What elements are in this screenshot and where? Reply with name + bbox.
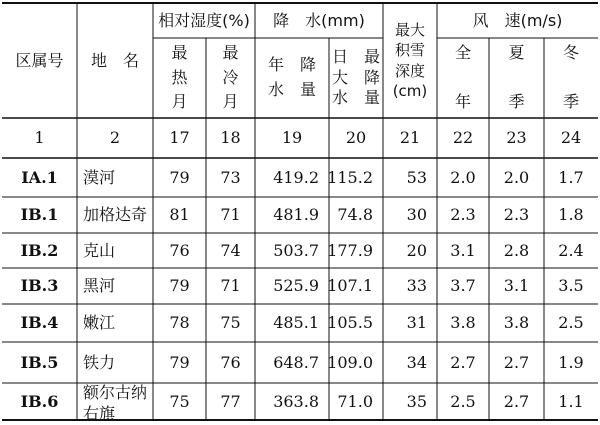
humidity-hottest-cell: 78	[169, 313, 190, 333]
header-precip-daily-line: 水 量	[331, 88, 380, 108]
wind-annual-cell: 2.5	[450, 391, 476, 411]
snow-depth-cell: 33	[406, 276, 427, 296]
header-wind-annual	[437, 38, 489, 118]
header-precip-annual	[255, 38, 329, 118]
daily-max-precip-cell: 74.8	[337, 205, 373, 225]
annual-precip-cell: 525.9	[273, 276, 319, 296]
humidity-coldest-cell: 75	[220, 313, 241, 333]
header-humidity-coldest-line: 冷	[222, 67, 239, 87]
header-place-name: 地 名	[90, 50, 139, 70]
wind-summer-cell: 2.3	[503, 205, 530, 225]
column-number: 23	[506, 128, 527, 148]
column-number: 2	[109, 128, 121, 148]
place-name-cell: 加格达奇	[83, 205, 148, 225]
humidity-coldest-cell: 76	[220, 352, 241, 372]
humidity-coldest-cell: 74	[220, 240, 241, 260]
annual-precip-cell: 485.1	[273, 313, 319, 333]
wind-summer-cell: 3.8	[503, 313, 530, 333]
header-wind-annual-line: 年	[454, 92, 471, 112]
annual-precip-cell: 481.9	[273, 205, 319, 225]
place-name-cell: 克山	[83, 240, 116, 260]
place-name-cell: 黑河	[83, 276, 116, 296]
humidity-hottest-cell: 79	[169, 167, 190, 187]
header-humidity-coldest-line: 最	[222, 42, 239, 62]
snow-depth-cell: 53	[406, 167, 427, 187]
wind-winter-cell: 1.8	[558, 205, 584, 225]
humidity-hottest-cell: 79	[169, 276, 190, 296]
daily-max-precip-cell: 177.9	[327, 240, 373, 260]
header-humidity-coldest-line: 月	[222, 92, 239, 112]
wind-summer-cell: 2.0	[503, 167, 530, 187]
header-precip-daily-line: 大 降	[331, 67, 380, 87]
header-wind-summer	[489, 38, 544, 118]
place-name-cell: 漠河	[83, 167, 116, 187]
snow-depth-cell: 31	[406, 313, 427, 333]
wind-annual-cell: 2.0	[450, 167, 476, 187]
header-wind-winter	[544, 38, 598, 118]
humidity-hottest-cell: 79	[169, 352, 190, 372]
column-number: 22	[452, 128, 474, 148]
annual-precip-cell: 363.8	[273, 391, 319, 411]
region-code-cell: ⅠA.1	[21, 167, 58, 187]
header-wind-summer-line: 夏	[508, 42, 525, 62]
daily-max-precip-cell: 109.0	[327, 352, 373, 372]
place-name-cell: 额尔古纳 右旗	[83, 383, 148, 423]
region-code-cell: ⅠB.6	[20, 391, 59, 411]
region-code-cell: ⅠB.4	[20, 313, 59, 333]
header-wind-winter-line: 季	[562, 92, 579, 112]
region-code-cell: ⅠB.3	[20, 276, 59, 296]
annual-precip-cell: 648.7	[273, 352, 319, 372]
header-snow-depth-line: (cm)	[392, 81, 428, 100]
humidity-coldest-cell: 71	[220, 205, 241, 225]
header-wind-winter-line: 冬	[562, 42, 579, 62]
header-wind-group: 风 速(m/s)	[472, 10, 563, 30]
header-wind-winter-line	[568, 66, 573, 91]
snow-depth-cell: 35	[406, 391, 427, 411]
header-precip-group: 降 水(mm)	[273, 10, 365, 30]
humidity-hottest-cell: 75	[169, 391, 190, 411]
wind-summer-cell: 2.7	[503, 391, 530, 411]
header-snow-depth-line: 积雪	[394, 41, 425, 60]
wind-summer-cell: 2.7	[503, 352, 530, 372]
header-snow-depth-line: 深度	[394, 61, 425, 80]
wind-annual-cell: 2.3	[450, 205, 476, 225]
wind-winter-cell: 1.1	[558, 391, 584, 411]
wind-winter-cell: 2.4	[558, 240, 584, 260]
snow-depth-cell: 20	[406, 240, 427, 260]
daily-max-precip-cell: 71.0	[337, 391, 373, 411]
annual-precip-cell: 419.2	[273, 167, 319, 187]
wind-summer-cell: 3.1	[503, 276, 530, 296]
header-humidity-group: 相对湿度(%)	[158, 10, 250, 30]
humidity-coldest-cell: 71	[220, 276, 241, 296]
header-region-code: 区属号	[15, 50, 64, 70]
header-precip-daily-max	[329, 38, 383, 118]
wind-summer-cell: 2.8	[503, 240, 530, 260]
snow-depth-cell: 30	[406, 205, 427, 225]
column-number: 17	[169, 128, 190, 148]
place-name-cell: 铁力	[83, 352, 116, 372]
column-number: 21	[399, 128, 421, 148]
header-precip-annual-line: 水 量	[267, 80, 316, 99]
daily-max-precip-cell: 105.5	[327, 313, 373, 333]
wind-annual-cell: 3.7	[450, 276, 476, 296]
header-humidity-coldest	[206, 38, 255, 118]
header-humidity-hottest	[153, 38, 206, 118]
header-wind-summer-line: 季	[508, 92, 525, 112]
wind-annual-cell: 3.8	[450, 313, 476, 333]
header-wind-summer-line	[514, 66, 519, 91]
place-name-cell: 嫩江	[83, 313, 116, 333]
header-humidity-hottest-line: 月	[171, 92, 188, 112]
header-precip-annual-line: 年 降	[267, 55, 316, 75]
header-humidity-hottest-line: 热	[171, 67, 188, 87]
region-code-cell: ⅠB.2	[20, 240, 59, 260]
wind-winter-cell: 1.9	[558, 352, 584, 372]
annual-precip-cell: 503.7	[273, 240, 319, 260]
region-code-cell: ⅠB.5	[20, 352, 59, 372]
daily-max-precip-cell: 115.2	[327, 167, 373, 187]
humidity-coldest-cell: 73	[220, 167, 241, 187]
column-number: 20	[345, 128, 367, 148]
wind-winter-cell: 3.5	[558, 276, 584, 296]
snow-depth-cell: 34	[406, 352, 427, 372]
header-wind-annual-line	[460, 66, 465, 91]
column-number: 19	[281, 128, 303, 148]
wind-annual-cell: 2.7	[450, 352, 476, 372]
humidity-coldest-cell: 77	[220, 391, 241, 411]
column-number: 1	[34, 128, 45, 148]
wind-winter-cell: 2.5	[558, 313, 584, 333]
header-wind-annual-line: 全	[454, 42, 471, 62]
header-snow-depth-line: 最大	[394, 21, 425, 39]
header-precip-daily-line: 日 最	[331, 46, 380, 66]
wind-winter-cell: 1.7	[558, 167, 584, 187]
header-snow-depth	[383, 3, 437, 118]
column-number: 18	[220, 128, 241, 148]
region-code-cell: ⅠB.1	[20, 205, 59, 225]
wind-annual-cell: 3.1	[450, 240, 476, 260]
header-humidity-hottest-line: 最	[171, 42, 188, 62]
humidity-hottest-cell: 76	[169, 240, 190, 260]
humidity-hottest-cell: 81	[169, 205, 190, 225]
column-number: 24	[560, 128, 582, 148]
daily-max-precip-cell: 107.1	[327, 276, 373, 296]
